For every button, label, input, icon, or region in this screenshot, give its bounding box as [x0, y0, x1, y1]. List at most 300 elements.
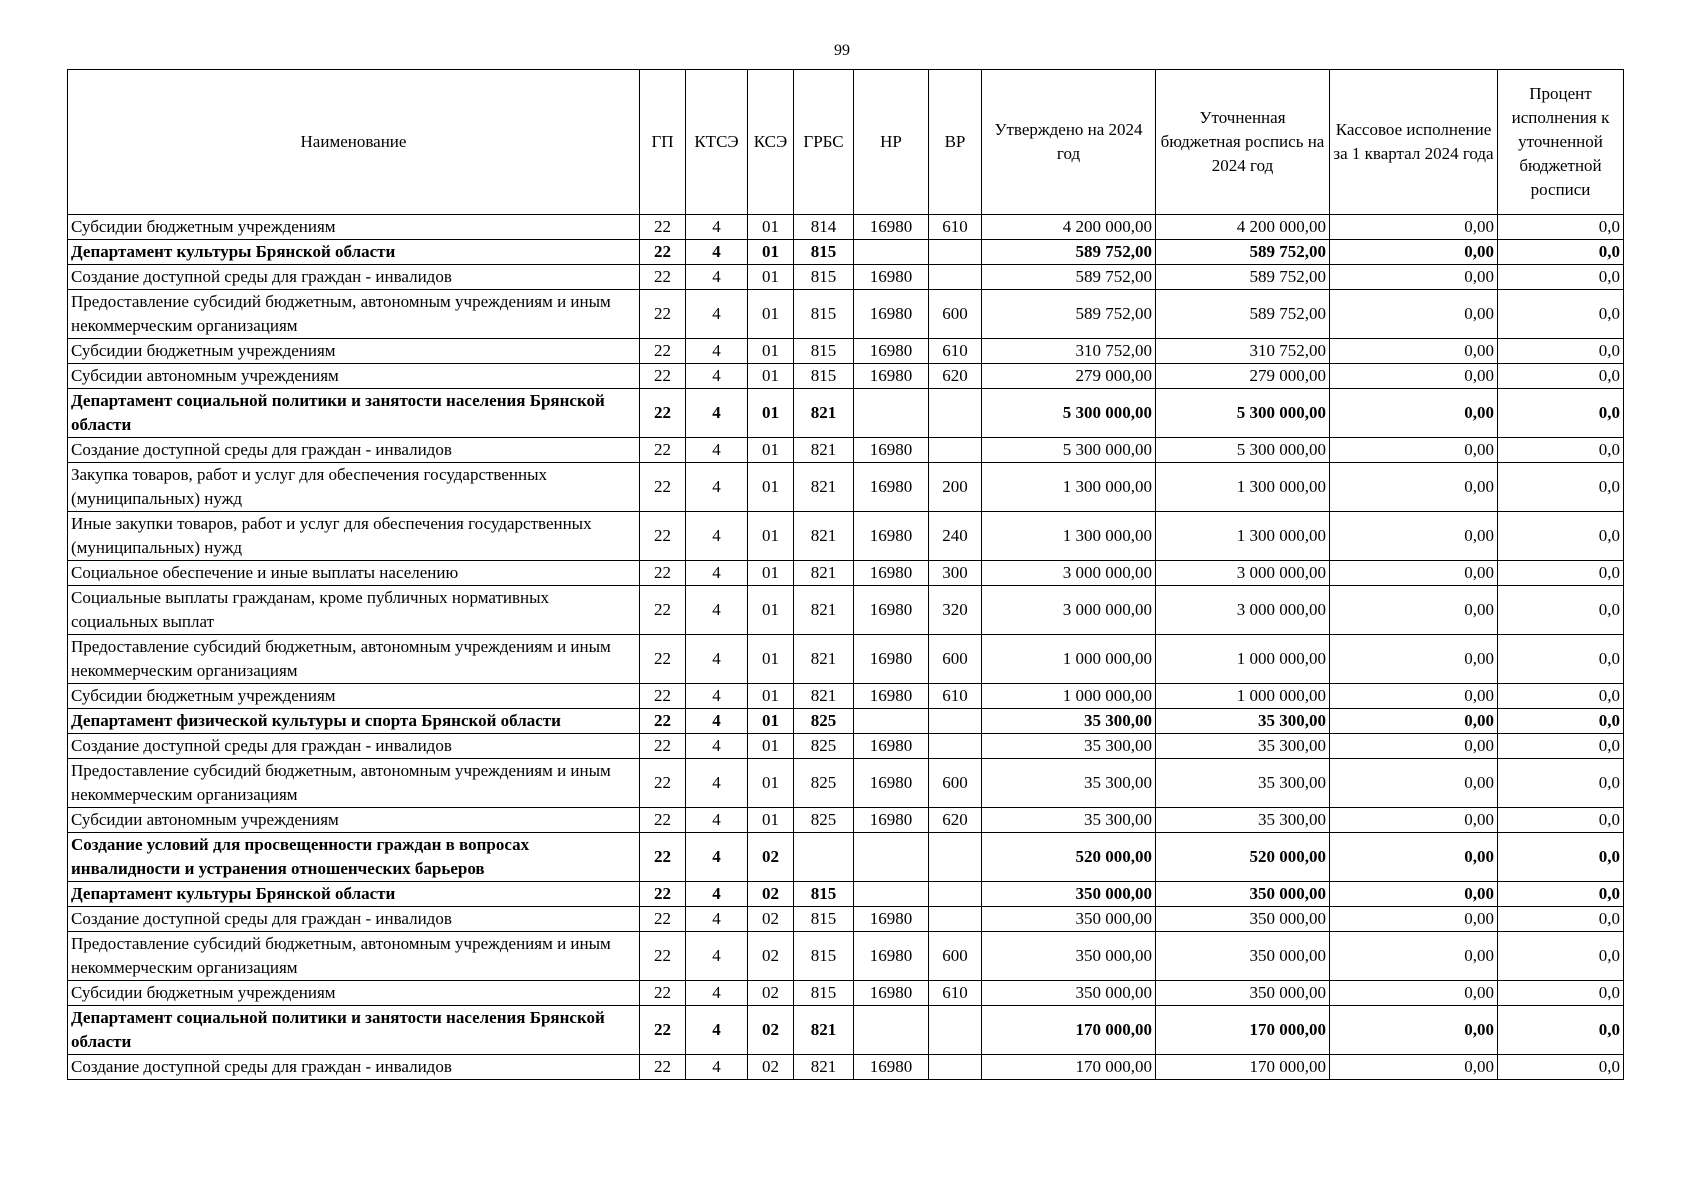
cell-ktse: 4 — [686, 389, 748, 438]
table-row — [68, 512, 1624, 561]
cell-nr: 16980 — [854, 808, 929, 833]
cell-grbs: 821 — [794, 684, 854, 709]
cell-nr: 16980 — [854, 364, 929, 389]
cell-nr — [854, 240, 929, 265]
cell-approved: 350 000,00 — [982, 932, 1156, 981]
cell-kse: 01 — [748, 808, 794, 833]
cell-name: Предоставление субсидий бюджетным, автономным учреждениям и иным некоммерческим организациям — [68, 635, 640, 684]
cell-kse: 01 — [748, 265, 794, 290]
cell-cash: 0,00 — [1330, 561, 1498, 586]
table-row — [68, 290, 1624, 339]
cell-name: Создание доступной среды для граждан - инвалидов — [68, 734, 640, 759]
cell-refined: 1 300 000,00 — [1156, 512, 1330, 561]
cell-kse: 01 — [748, 759, 794, 808]
cell-vr — [929, 1006, 982, 1055]
cell-percent: 0,0 — [1498, 1006, 1624, 1055]
cell-kse: 02 — [748, 882, 794, 907]
cell-kse: 01 — [748, 561, 794, 586]
cell-vr: 610 — [929, 339, 982, 364]
cell-ktse: 4 — [686, 512, 748, 561]
cell-vr — [929, 734, 982, 759]
cell-gp: 22 — [640, 684, 686, 709]
cell-vr: 200 — [929, 463, 982, 512]
cell-gp: 22 — [640, 265, 686, 290]
cell-gp: 22 — [640, 586, 686, 635]
cell-vr — [929, 240, 982, 265]
cell-vr: 600 — [929, 932, 982, 981]
cell-gp: 22 — [640, 438, 686, 463]
cell-cash: 0,00 — [1330, 463, 1498, 512]
cell-kse: 01 — [748, 438, 794, 463]
header-refined: Уточненная бюджетная роспись на 2024 год — [1156, 70, 1330, 215]
cell-kse: 01 — [748, 734, 794, 759]
cell-approved: 589 752,00 — [982, 265, 1156, 290]
cell-gp: 22 — [640, 1055, 686, 1080]
cell-grbs: 821 — [794, 586, 854, 635]
cell-nr — [854, 1006, 929, 1055]
cell-nr: 16980 — [854, 932, 929, 981]
cell-ktse: 4 — [686, 808, 748, 833]
cell-nr: 16980 — [854, 684, 929, 709]
cell-vr: 320 — [929, 586, 982, 635]
cell-gp: 22 — [640, 734, 686, 759]
cell-approved: 350 000,00 — [982, 907, 1156, 932]
table-body — [68, 215, 1624, 1080]
table-row — [68, 389, 1624, 438]
table-row — [68, 882, 1624, 907]
cell-kse: 01 — [748, 586, 794, 635]
cell-gp: 22 — [640, 512, 686, 561]
cell-percent: 0,0 — [1498, 635, 1624, 684]
cell-percent: 0,0 — [1498, 882, 1624, 907]
cell-vr — [929, 1055, 982, 1080]
table-row — [68, 240, 1624, 265]
cell-refined: 310 752,00 — [1156, 339, 1330, 364]
cell-refined: 589 752,00 — [1156, 290, 1330, 339]
table-row — [68, 215, 1624, 240]
cell-approved: 4 200 000,00 — [982, 215, 1156, 240]
cell-vr — [929, 907, 982, 932]
cell-refined: 3 000 000,00 — [1156, 586, 1330, 635]
header-percent: Процент исполнения к уточненной бюджетной росписи — [1498, 70, 1624, 215]
cell-approved: 35 300,00 — [982, 808, 1156, 833]
cell-approved: 5 300 000,00 — [982, 438, 1156, 463]
cell-gp: 22 — [640, 932, 686, 981]
table-row — [68, 463, 1624, 512]
cell-name: Департамент социальной политики и занятости населения Брянской области — [68, 389, 640, 438]
cell-percent: 0,0 — [1498, 981, 1624, 1006]
header-cash: Кассовое исполнение за 1 квартал 2024 года — [1330, 70, 1498, 215]
cell-grbs: 825 — [794, 709, 854, 734]
cell-grbs: 821 — [794, 1055, 854, 1080]
table-row — [68, 635, 1624, 684]
cell-kse: 01 — [748, 290, 794, 339]
cell-ktse: 4 — [686, 586, 748, 635]
table-row — [68, 833, 1624, 882]
table-row — [68, 907, 1624, 932]
cell-percent: 0,0 — [1498, 808, 1624, 833]
cell-approved: 170 000,00 — [982, 1006, 1156, 1055]
cell-cash: 0,00 — [1330, 734, 1498, 759]
table-row — [68, 981, 1624, 1006]
cell-percent: 0,0 — [1498, 907, 1624, 932]
cell-refined: 5 300 000,00 — [1156, 438, 1330, 463]
cell-ktse: 4 — [686, 215, 748, 240]
cell-ktse: 4 — [686, 1006, 748, 1055]
cell-grbs — [794, 833, 854, 882]
cell-grbs: 821 — [794, 561, 854, 586]
cell-ktse: 4 — [686, 635, 748, 684]
cell-gp: 22 — [640, 981, 686, 1006]
header-ktse: КТСЭ — [686, 70, 748, 215]
cell-cash: 0,00 — [1330, 512, 1498, 561]
cell-cash: 0,00 — [1330, 586, 1498, 635]
cell-grbs: 825 — [794, 734, 854, 759]
cell-gp: 22 — [640, 907, 686, 932]
header-kse: КСЭ — [748, 70, 794, 215]
cell-nr: 16980 — [854, 981, 929, 1006]
cell-cash: 0,00 — [1330, 339, 1498, 364]
cell-percent: 0,0 — [1498, 265, 1624, 290]
cell-nr — [854, 709, 929, 734]
cell-refined: 170 000,00 — [1156, 1055, 1330, 1080]
cell-name: Создание доступной среды для граждан - инвалидов — [68, 265, 640, 290]
header-name: Наименование — [68, 70, 640, 215]
table-row — [68, 339, 1624, 364]
cell-grbs: 821 — [794, 438, 854, 463]
cell-vr — [929, 438, 982, 463]
cell-grbs: 821 — [794, 389, 854, 438]
table-row — [68, 586, 1624, 635]
cell-nr: 16980 — [854, 265, 929, 290]
cell-name: Субсидии автономным учреждениям — [68, 364, 640, 389]
cell-approved: 589 752,00 — [982, 290, 1156, 339]
cell-percent: 0,0 — [1498, 512, 1624, 561]
cell-kse: 01 — [748, 635, 794, 684]
cell-name: Субсидии бюджетным учреждениям — [68, 684, 640, 709]
cell-name: Субсидии автономным учреждениям — [68, 808, 640, 833]
cell-grbs: 825 — [794, 808, 854, 833]
cell-refined: 3 000 000,00 — [1156, 561, 1330, 586]
cell-approved: 520 000,00 — [982, 833, 1156, 882]
header-approved: Утверждено на 2024 год — [982, 70, 1156, 215]
cell-kse: 02 — [748, 907, 794, 932]
cell-refined: 279 000,00 — [1156, 364, 1330, 389]
table-row — [68, 709, 1624, 734]
cell-approved: 35 300,00 — [982, 759, 1156, 808]
cell-kse: 01 — [748, 240, 794, 265]
cell-name: Создание доступной среды для граждан - инвалидов — [68, 907, 640, 932]
cell-vr — [929, 833, 982, 882]
cell-nr — [854, 389, 929, 438]
cell-gp: 22 — [640, 808, 686, 833]
cell-kse: 02 — [748, 833, 794, 882]
cell-approved: 310 752,00 — [982, 339, 1156, 364]
cell-cash: 0,00 — [1330, 932, 1498, 981]
cell-cash: 0,00 — [1330, 290, 1498, 339]
cell-nr: 16980 — [854, 561, 929, 586]
cell-percent: 0,0 — [1498, 709, 1624, 734]
cell-refined: 1 300 000,00 — [1156, 463, 1330, 512]
cell-name: Департамент физической культуры и спорта Брянской области — [68, 709, 640, 734]
cell-vr — [929, 389, 982, 438]
cell-approved: 1 300 000,00 — [982, 512, 1156, 561]
cell-refined: 4 200 000,00 — [1156, 215, 1330, 240]
cell-nr: 16980 — [854, 759, 929, 808]
cell-ktse: 4 — [686, 438, 748, 463]
cell-kse: 02 — [748, 981, 794, 1006]
cell-grbs: 815 — [794, 981, 854, 1006]
cell-refined: 1 000 000,00 — [1156, 684, 1330, 709]
cell-kse: 02 — [748, 932, 794, 981]
cell-gp: 22 — [640, 759, 686, 808]
cell-ktse: 4 — [686, 290, 748, 339]
cell-cash: 0,00 — [1330, 265, 1498, 290]
cell-percent: 0,0 — [1498, 438, 1624, 463]
table-row — [68, 1055, 1624, 1080]
cell-percent: 0,0 — [1498, 215, 1624, 240]
table-row — [68, 808, 1624, 833]
cell-refined: 589 752,00 — [1156, 265, 1330, 290]
cell-name: Департамент культуры Брянской области — [68, 882, 640, 907]
cell-approved: 1 000 000,00 — [982, 684, 1156, 709]
cell-grbs: 815 — [794, 339, 854, 364]
cell-ktse: 4 — [686, 684, 748, 709]
cell-ktse: 4 — [686, 240, 748, 265]
cell-grbs: 814 — [794, 215, 854, 240]
cell-ktse: 4 — [686, 561, 748, 586]
cell-approved: 35 300,00 — [982, 734, 1156, 759]
cell-name: Создание доступной среды для граждан - инвалидов — [68, 1055, 640, 1080]
cell-nr: 16980 — [854, 512, 929, 561]
header-vr: ВР — [929, 70, 982, 215]
cell-kse: 01 — [748, 463, 794, 512]
table-row — [68, 438, 1624, 463]
cell-grbs: 815 — [794, 240, 854, 265]
cell-kse: 01 — [748, 389, 794, 438]
cell-cash: 0,00 — [1330, 808, 1498, 833]
page-number: 99 — [834, 42, 850, 59]
cell-nr: 16980 — [854, 635, 929, 684]
cell-percent: 0,0 — [1498, 586, 1624, 635]
cell-ktse: 4 — [686, 882, 748, 907]
cell-nr — [854, 882, 929, 907]
cell-grbs: 815 — [794, 265, 854, 290]
cell-approved: 1 300 000,00 — [982, 463, 1156, 512]
cell-grbs: 825 — [794, 759, 854, 808]
cell-refined: 1 000 000,00 — [1156, 635, 1330, 684]
cell-ktse: 4 — [686, 463, 748, 512]
cell-name: Департамент социальной политики и занятости населения Брянской области — [68, 1006, 640, 1055]
cell-name: Создание доступной среды для граждан - инвалидов — [68, 438, 640, 463]
budget-table — [67, 69, 1624, 1080]
cell-gp: 22 — [640, 833, 686, 882]
cell-refined: 35 300,00 — [1156, 808, 1330, 833]
cell-name: Субсидии бюджетным учреждениям — [68, 215, 640, 240]
cell-gp: 22 — [640, 635, 686, 684]
cell-nr: 16980 — [854, 215, 929, 240]
cell-percent: 0,0 — [1498, 684, 1624, 709]
cell-refined: 350 000,00 — [1156, 932, 1330, 981]
cell-ktse: 4 — [686, 734, 748, 759]
cell-approved: 3 000 000,00 — [982, 586, 1156, 635]
cell-grbs: 815 — [794, 364, 854, 389]
cell-ktse: 4 — [686, 759, 748, 808]
table-row — [68, 684, 1624, 709]
cell-grbs: 815 — [794, 932, 854, 981]
cell-name: Субсидии бюджетным учреждениям — [68, 339, 640, 364]
cell-vr: 620 — [929, 364, 982, 389]
cell-gp: 22 — [640, 389, 686, 438]
cell-gp: 22 — [640, 561, 686, 586]
cell-gp: 22 — [640, 240, 686, 265]
cell-percent: 0,0 — [1498, 290, 1624, 339]
cell-name: Иные закупки товаров, работ и услуг для обеспечения государственных (муниципальных) нужд — [68, 512, 640, 561]
cell-vr: 240 — [929, 512, 982, 561]
cell-gp: 22 — [640, 1006, 686, 1055]
cell-approved: 350 000,00 — [982, 882, 1156, 907]
cell-cash: 0,00 — [1330, 759, 1498, 808]
cell-percent: 0,0 — [1498, 833, 1624, 882]
cell-kse: 01 — [748, 709, 794, 734]
cell-nr: 16980 — [854, 339, 929, 364]
cell-gp: 22 — [640, 463, 686, 512]
cell-name: Предоставление субсидий бюджетным, автономным учреждениям и иным некоммерческим организациям — [68, 759, 640, 808]
cell-percent: 0,0 — [1498, 463, 1624, 512]
cell-vr: 300 — [929, 561, 982, 586]
cell-refined: 5 300 000,00 — [1156, 389, 1330, 438]
cell-nr: 16980 — [854, 290, 929, 339]
cell-percent: 0,0 — [1498, 561, 1624, 586]
cell-grbs: 821 — [794, 463, 854, 512]
cell-nr: 16980 — [854, 463, 929, 512]
cell-vr — [929, 265, 982, 290]
cell-approved: 5 300 000,00 — [982, 389, 1156, 438]
cell-ktse: 4 — [686, 833, 748, 882]
cell-ktse: 4 — [686, 932, 748, 981]
cell-percent: 0,0 — [1498, 364, 1624, 389]
cell-vr: 610 — [929, 684, 982, 709]
cell-vr: 620 — [929, 808, 982, 833]
cell-cash: 0,00 — [1330, 907, 1498, 932]
cell-name: Социальные выплаты гражданам, кроме публичных нормативных социальных выплат — [68, 586, 640, 635]
cell-percent: 0,0 — [1498, 759, 1624, 808]
cell-kse: 02 — [748, 1055, 794, 1080]
table-row — [68, 734, 1624, 759]
cell-gp: 22 — [640, 882, 686, 907]
cell-percent: 0,0 — [1498, 734, 1624, 759]
cell-kse: 01 — [748, 215, 794, 240]
cell-cash: 0,00 — [1330, 882, 1498, 907]
cell-kse: 01 — [748, 512, 794, 561]
cell-gp: 22 — [640, 215, 686, 240]
cell-grbs: 815 — [794, 290, 854, 339]
cell-cash: 0,00 — [1330, 709, 1498, 734]
table-row — [68, 265, 1624, 290]
cell-ktse: 4 — [686, 907, 748, 932]
cell-gp: 22 — [640, 709, 686, 734]
cell-percent: 0,0 — [1498, 389, 1624, 438]
table-row — [68, 561, 1624, 586]
cell-gp: 22 — [640, 364, 686, 389]
cell-cash: 0,00 — [1330, 1055, 1498, 1080]
cell-cash: 0,00 — [1330, 833, 1498, 882]
cell-refined: 520 000,00 — [1156, 833, 1330, 882]
header-nr: НР — [854, 70, 929, 215]
cell-nr: 16980 — [854, 907, 929, 932]
cell-name: Создание условий для просвещенности граждан в вопросах инвалидности и устранения отношенческих барьеров — [68, 833, 640, 882]
cell-kse: 01 — [748, 339, 794, 364]
cell-cash: 0,00 — [1330, 438, 1498, 463]
cell-percent: 0,0 — [1498, 240, 1624, 265]
table-row — [68, 759, 1624, 808]
cell-vr: 610 — [929, 215, 982, 240]
cell-cash: 0,00 — [1330, 364, 1498, 389]
cell-grbs: 815 — [794, 907, 854, 932]
cell-refined: 350 000,00 — [1156, 981, 1330, 1006]
cell-grbs: 815 — [794, 882, 854, 907]
cell-approved: 589 752,00 — [982, 240, 1156, 265]
cell-vr: 600 — [929, 635, 982, 684]
cell-nr: 16980 — [854, 586, 929, 635]
cell-percent: 0,0 — [1498, 339, 1624, 364]
cell-kse: 01 — [748, 684, 794, 709]
cell-name: Предоставление субсидий бюджетным, автономным учреждениям и иным некоммерческим организациям — [68, 290, 640, 339]
cell-name: Закупка товаров, работ и услуг для обеспечения государственных (муниципальных) нужд — [68, 463, 640, 512]
cell-approved: 170 000,00 — [982, 1055, 1156, 1080]
cell-approved: 279 000,00 — [982, 364, 1156, 389]
cell-cash: 0,00 — [1330, 981, 1498, 1006]
cell-refined: 589 752,00 — [1156, 240, 1330, 265]
cell-percent: 0,0 — [1498, 932, 1624, 981]
cell-refined: 170 000,00 — [1156, 1006, 1330, 1055]
cell-vr: 610 — [929, 981, 982, 1006]
cell-cash: 0,00 — [1330, 215, 1498, 240]
cell-name: Департамент культуры Брянской области — [68, 240, 640, 265]
cell-nr: 16980 — [854, 1055, 929, 1080]
cell-approved: 350 000,00 — [982, 981, 1156, 1006]
cell-approved: 35 300,00 — [982, 709, 1156, 734]
table-header-row — [68, 70, 1624, 215]
cell-grbs: 821 — [794, 635, 854, 684]
cell-ktse: 4 — [686, 1055, 748, 1080]
cell-refined: 35 300,00 — [1156, 759, 1330, 808]
table-row — [68, 932, 1624, 981]
cell-vr: 600 — [929, 759, 982, 808]
cell-cash: 0,00 — [1330, 684, 1498, 709]
cell-cash: 0,00 — [1330, 389, 1498, 438]
table-row — [68, 1006, 1624, 1055]
cell-refined: 350 000,00 — [1156, 882, 1330, 907]
cell-ktse: 4 — [686, 339, 748, 364]
cell-name: Социальное обеспечение и иные выплаты населению — [68, 561, 640, 586]
cell-cash: 0,00 — [1330, 635, 1498, 684]
cell-vr: 600 — [929, 290, 982, 339]
cell-gp: 22 — [640, 339, 686, 364]
cell-name: Субсидии бюджетным учреждениям — [68, 981, 640, 1006]
cell-refined: 35 300,00 — [1156, 709, 1330, 734]
cell-nr: 16980 — [854, 734, 929, 759]
cell-kse: 02 — [748, 1006, 794, 1055]
cell-ktse: 4 — [686, 265, 748, 290]
cell-refined: 35 300,00 — [1156, 734, 1330, 759]
cell-kse: 01 — [748, 364, 794, 389]
cell-grbs: 821 — [794, 1006, 854, 1055]
cell-percent: 0,0 — [1498, 1055, 1624, 1080]
cell-vr — [929, 882, 982, 907]
cell-ktse: 4 — [686, 364, 748, 389]
cell-vr — [929, 709, 982, 734]
